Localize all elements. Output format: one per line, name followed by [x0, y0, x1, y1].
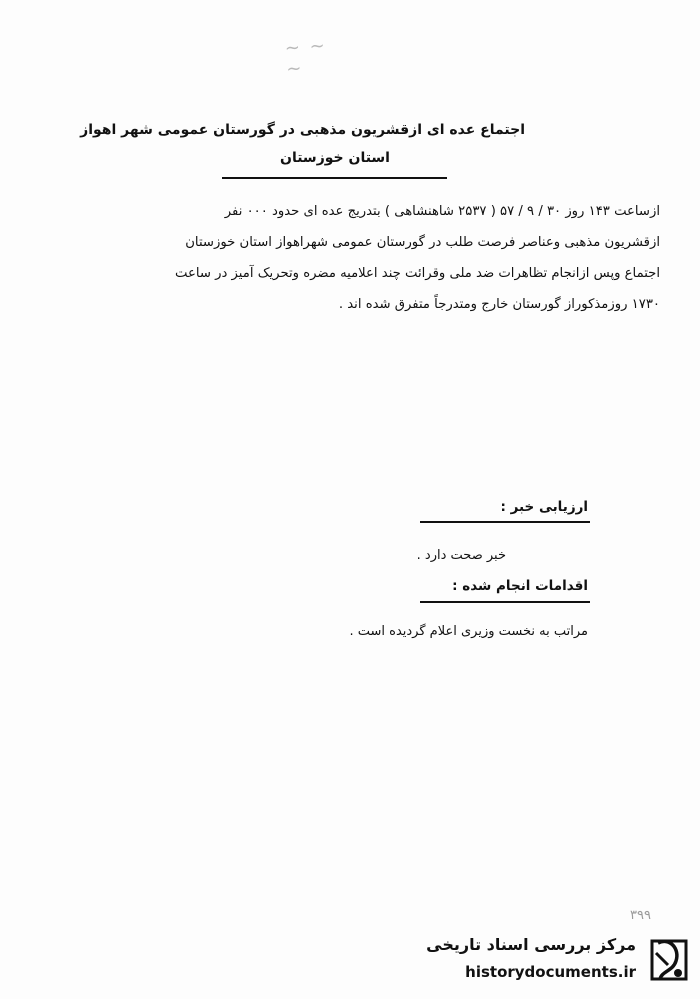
news-evaluation-value: خبر صحت دارد . — [416, 548, 506, 563]
news-evaluation-underline — [420, 521, 590, 523]
report-line: ۱۷۳۰ روزمذکوراز گورستان خارج ومتدرجاً متفرق شده اند . — [338, 297, 660, 312]
report-body — [35, 196, 660, 320]
archive-logo-icon — [646, 935, 692, 985]
archive-url: historydocuments.ir — [465, 963, 636, 981]
archive-name: مرکز بررسی اسناد تاریخی — [426, 935, 636, 954]
title-underline — [222, 177, 447, 179]
actions-underline — [420, 601, 590, 603]
handwritten-mark: ~ ~ ~ — [284, 35, 328, 81]
archive-watermark — [412, 923, 698, 999]
actions-value: مراتب به نخست وزیری اعلام گردیده است . — [349, 624, 588, 639]
document-title: اجتماع عده ای ازقشریون مذهبی در گورستان عمومی شهر اهواز — [80, 122, 525, 138]
news-evaluation-label: ارزیابی خبر : — [500, 499, 588, 515]
report-line: اجتماع وپس ازانجام تظاهرات ضد ملی وقرائت چند اعلامیه مضره وتحریک آمیز در ساعت — [175, 266, 660, 281]
report-line: ازساعت ۱۴۳ روز ۳۰ / ۹ / ۵۷ ( ۲۵۳۷ شاهنشاهی ) بتدریج عده ای حدود ۰۰۰ نفر — [224, 204, 660, 219]
report-line: ازقشریون مذهبی وعناصر فرصت طلب در گورستان عمومی شهراهواز استان خوزستان — [185, 235, 660, 250]
actions-label: اقدامات انجام شده : — [452, 578, 588, 594]
page-number: ۳۹۹ — [630, 908, 651, 923]
document-subtitle: استان خوزستان — [280, 150, 390, 166]
